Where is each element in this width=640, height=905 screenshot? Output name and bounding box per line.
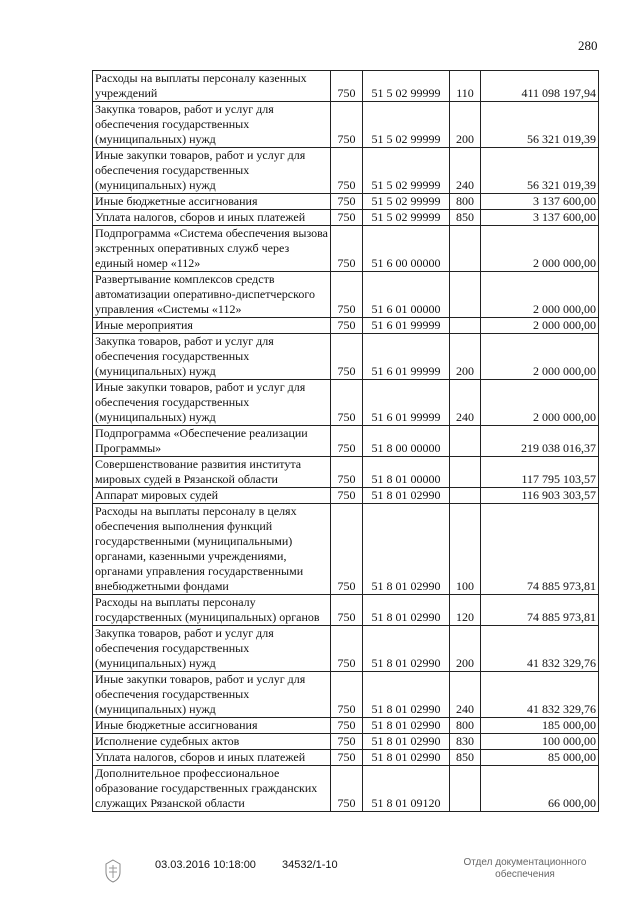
stamp-line-2: обеспечения xyxy=(495,869,555,880)
table-row xyxy=(93,380,599,426)
cell-dept: 750 xyxy=(331,595,363,626)
table-row xyxy=(93,334,599,380)
cell-kind: 800 xyxy=(450,194,481,210)
cell-code: 51 6 01 99999 xyxy=(363,334,450,380)
table-row xyxy=(93,426,599,457)
stamp-line-1: Отдел документационного xyxy=(463,857,587,868)
cell-dept: 750 xyxy=(331,226,363,272)
table-row xyxy=(93,194,599,210)
cell-sum: 85 000,00 xyxy=(481,750,599,766)
cell-sum: 2 000 000,00 xyxy=(481,226,599,272)
cell-sum: 117 795 103,57 xyxy=(481,457,599,488)
cell-name: Иные бюджетные ассигнования xyxy=(93,718,331,734)
table-row xyxy=(93,457,599,488)
cell-kind: 200 xyxy=(450,626,481,672)
table-row xyxy=(93,595,599,626)
cell-sum: 411 098 197,94 xyxy=(481,71,599,102)
cell-name: Закупка товаров, работ и услуг для обеспечения государственных (муниципальных) нужд xyxy=(93,334,331,380)
cell-kind xyxy=(450,766,481,812)
cell-dept: 750 xyxy=(331,734,363,750)
cell-dept: 750 xyxy=(331,148,363,194)
table-row xyxy=(93,504,599,595)
cell-code: 51 8 01 00000 xyxy=(363,457,450,488)
cell-name: Дополнительное профессиональное образование государственных гражданских служащих Рязанской области xyxy=(93,766,331,812)
table-row xyxy=(93,226,599,272)
cell-name: Иные закупки товаров, работ и услуг для обеспечения государственных (муниципальных) нужд xyxy=(93,672,331,718)
cell-code: 51 6 01 99999 xyxy=(363,318,450,334)
cell-kind xyxy=(450,426,481,457)
cell-dept: 750 xyxy=(331,750,363,766)
cell-sum: 41 832 329,76 xyxy=(481,626,599,672)
cell-kind: 200 xyxy=(450,334,481,380)
cell-sum: 3 137 600,00 xyxy=(481,194,599,210)
cell-sum: 2 000 000,00 xyxy=(481,272,599,318)
table-row xyxy=(93,734,599,750)
coat-of-arms-icon xyxy=(100,858,126,889)
cell-dept: 750 xyxy=(331,488,363,504)
table-row xyxy=(93,102,599,148)
cell-name: Иные закупки товаров, работ и услуг для обеспечения государственных (муниципальных) нужд xyxy=(93,380,331,426)
cell-dept: 750 xyxy=(331,380,363,426)
cell-name: Уплата налогов, сборов и иных платежей xyxy=(93,750,331,766)
cell-kind: 850 xyxy=(450,750,481,766)
cell-name: Расходы на выплаты персоналу казенных учреждений xyxy=(93,71,331,102)
cell-sum: 2 000 000,00 xyxy=(481,334,599,380)
cell-name: Иные мероприятия xyxy=(93,318,331,334)
cell-name: Расходы на выплаты персоналу в целях обеспечения выполнения функций государственными (муниципальными) органами, казенными учреждениями, органами управления государственными внебюджетными фондами xyxy=(93,504,331,595)
cell-dept: 750 xyxy=(331,334,363,380)
cell-code: 51 5 02 99999 xyxy=(363,102,450,148)
cell-dept: 750 xyxy=(331,102,363,148)
cell-name: Закупка товаров, работ и услуг для обеспечения государственных (муниципальных) нужд xyxy=(93,626,331,672)
cell-code: 51 5 02 99999 xyxy=(363,71,450,102)
cell-dept: 750 xyxy=(331,718,363,734)
cell-code: 51 6 01 99999 xyxy=(363,380,450,426)
page-number: 280 xyxy=(578,38,598,53)
cell-kind: 110 xyxy=(450,71,481,102)
cell-dept: 750 xyxy=(331,272,363,318)
table-row xyxy=(93,672,599,718)
cell-code: 51 6 01 00000 xyxy=(363,272,450,318)
cell-code: 51 5 02 99999 xyxy=(363,210,450,226)
table-row xyxy=(93,71,599,102)
cell-kind xyxy=(450,488,481,504)
cell-kind xyxy=(450,226,481,272)
cell-kind: 850 xyxy=(450,210,481,226)
cell-code: 51 8 01 02990 xyxy=(363,595,450,626)
cell-code: 51 8 01 02990 xyxy=(363,488,450,504)
cell-name: Исполнение судебных актов xyxy=(93,734,331,750)
table-row xyxy=(93,318,599,334)
cell-name: Подпрограмма «Обеспечение реализации Программы» xyxy=(93,426,331,457)
table-row xyxy=(93,750,599,766)
cell-code: 51 5 02 99999 xyxy=(363,194,450,210)
cell-code: 51 6 00 00000 xyxy=(363,226,450,272)
table-row xyxy=(93,766,599,812)
budget-table-body xyxy=(93,71,599,812)
cell-dept: 750 xyxy=(331,457,363,488)
cell-kind: 240 xyxy=(450,148,481,194)
cell-dept: 750 xyxy=(331,318,363,334)
cell-kind: 240 xyxy=(450,380,481,426)
table-row xyxy=(93,148,599,194)
cell-code: 51 8 00 00000 xyxy=(363,426,450,457)
cell-dept: 750 xyxy=(331,194,363,210)
cell-sum: 100 000,00 xyxy=(481,734,599,750)
cell-code: 51 8 01 02990 xyxy=(363,672,450,718)
cell-dept: 750 xyxy=(331,71,363,102)
footer-datetime: 03.03.2016 10:18:00 xyxy=(155,859,256,871)
registry-stamp xyxy=(450,857,600,881)
cell-code: 51 8 01 02990 xyxy=(363,718,450,734)
cell-sum: 3 137 600,00 xyxy=(481,210,599,226)
cell-name: Расходы на выплаты персоналу государственных (муниципальных) органов xyxy=(93,595,331,626)
cell-kind xyxy=(450,318,481,334)
table-row xyxy=(93,718,599,734)
cell-sum: 116 903 303,57 xyxy=(481,488,599,504)
cell-kind xyxy=(450,457,481,488)
cell-sum: 74 885 973,81 xyxy=(481,595,599,626)
cell-kind: 800 xyxy=(450,718,481,734)
cell-sum: 2 000 000,00 xyxy=(481,318,599,334)
cell-code: 51 8 01 02990 xyxy=(363,504,450,595)
cell-kind: 830 xyxy=(450,734,481,750)
cell-name: Закупка товаров, работ и услуг для обеспечения государственных (муниципальных) нужд xyxy=(93,102,331,148)
footer-document-id: 34532/1-10 xyxy=(282,859,338,871)
cell-name: Иные бюджетные ассигнования xyxy=(93,194,331,210)
cell-code: 51 8 01 02990 xyxy=(363,750,450,766)
cell-name: Уплата налогов, сборов и иных платежей xyxy=(93,210,331,226)
table-row xyxy=(93,626,599,672)
cell-dept: 750 xyxy=(331,766,363,812)
cell-name: Развертывание комплексов средств автоматизации оперативно-диспетчерского управления «Системы «112» xyxy=(93,272,331,318)
cell-dept: 750 xyxy=(331,504,363,595)
cell-sum: 56 321 019,39 xyxy=(481,148,599,194)
cell-name: Аппарат мировых судей xyxy=(93,488,331,504)
cell-code: 51 5 02 99999 xyxy=(363,148,450,194)
cell-sum: 74 885 973,81 xyxy=(481,504,599,595)
table-row xyxy=(93,488,599,504)
cell-kind: 200 xyxy=(450,102,481,148)
cell-kind: 100 xyxy=(450,504,481,595)
cell-dept: 750 xyxy=(331,210,363,226)
cell-name: Иные закупки товаров, работ и услуг для обеспечения государственных (муниципальных) нужд xyxy=(93,148,331,194)
cell-sum: 219 038 016,37 xyxy=(481,426,599,457)
table-row xyxy=(93,210,599,226)
cell-kind: 120 xyxy=(450,595,481,626)
cell-dept: 750 xyxy=(331,672,363,718)
cell-sum: 41 832 329,76 xyxy=(481,672,599,718)
cell-kind xyxy=(450,272,481,318)
cell-dept: 750 xyxy=(331,426,363,457)
cell-name: Подпрограмма «Система обеспечения вызова экстренных оперативных служб через единый номер «112» xyxy=(93,226,331,272)
cell-sum: 185 000,00 xyxy=(481,718,599,734)
cell-code: 51 8 01 02990 xyxy=(363,734,450,750)
table-row xyxy=(93,272,599,318)
budget-table xyxy=(92,70,599,812)
cell-sum: 2 000 000,00 xyxy=(481,380,599,426)
cell-sum: 66 000,00 xyxy=(481,766,599,812)
cell-dept: 750 xyxy=(331,626,363,672)
cell-name: Совершенствование развития института мировых судей в Рязанской области xyxy=(93,457,331,488)
cell-sum: 56 321 019,39 xyxy=(481,102,599,148)
cell-kind: 240 xyxy=(450,672,481,718)
cell-code: 51 8 01 09120 xyxy=(363,766,450,812)
cell-code: 51 8 01 02990 xyxy=(363,626,450,672)
